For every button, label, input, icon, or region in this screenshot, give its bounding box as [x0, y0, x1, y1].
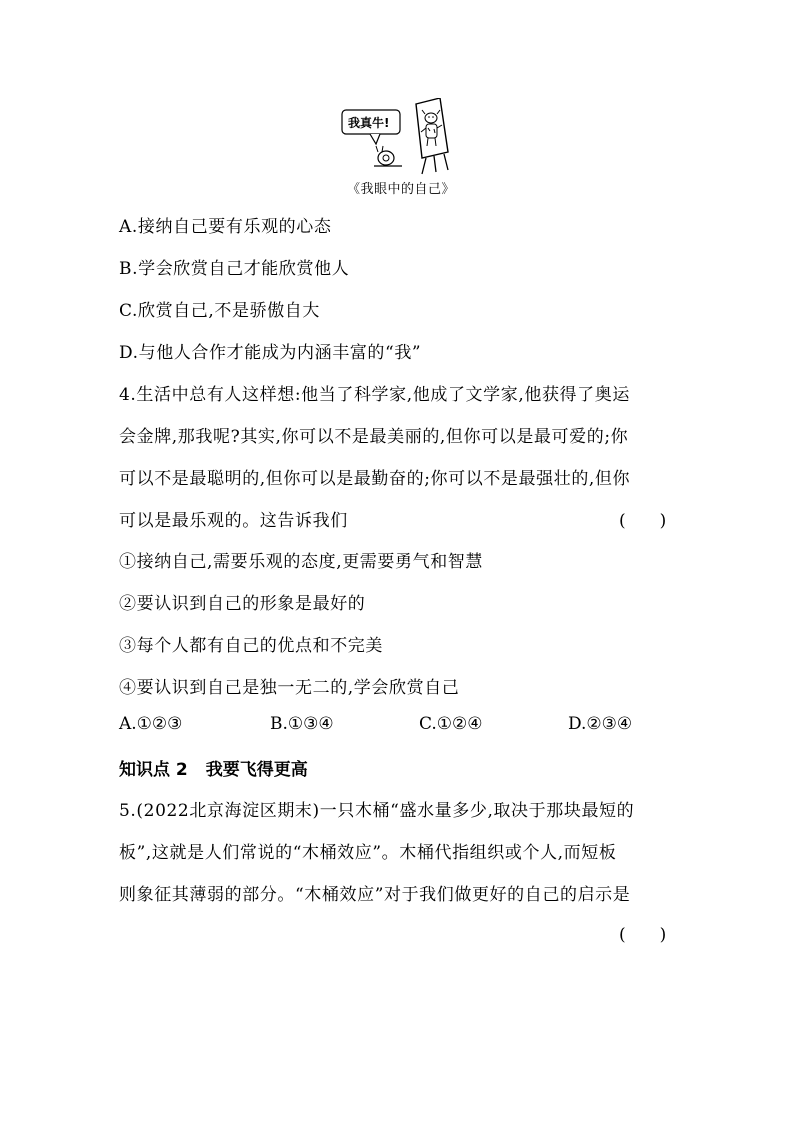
- q4-option-d: D.②③④: [568, 714, 633, 734]
- q4-answer-blank: ( ): [619, 511, 667, 531]
- q3-option-b: B.学会欣赏自己才能欣赏他人: [119, 259, 350, 279]
- q4-option-b: B.①③④: [270, 714, 334, 734]
- q3-option-c: C.欣赏自己,不是骄傲自大: [119, 301, 321, 321]
- q4-option-c: C.①②④: [419, 714, 483, 734]
- q4-text-line-1: 4.生活中总有人这样想:他当了科学家,他成了文学家,他获得了奥运: [119, 385, 630, 405]
- figure-caption: 《我眼中的自己》: [346, 182, 455, 197]
- q5-text-line-3: 则象征其薄弱的部分。“木桶效应”对于我们做更好的自己的启示是: [119, 885, 631, 905]
- q4-statement-1: ①接纳自己,需要乐观的态度,更需要勇气和智慧: [119, 552, 484, 572]
- section-number: 知识点 2: [119, 760, 188, 780]
- q4-text-line-3: 可以不是最聪明的,但你可以是最勤奋的;你可以不是最强壮的,但你: [119, 469, 631, 489]
- q5-text-line-2: 板”,这就是人们常说的“木桶效应”。木桶代指组织或个人,而短板: [119, 843, 617, 863]
- speech-bubble-text: 我真牛!: [348, 116, 390, 130]
- q3-option-a: A.接纳自己要有乐观的心态: [119, 217, 332, 237]
- q4-text-line-2: 会金牌,那我呢?其实,你可以不是最美丽的,但你可以是最可爱的;你: [119, 427, 629, 447]
- q4-text-line-4: 可以是最乐观的。这告诉我们: [119, 511, 348, 531]
- q4-option-a: A.①②③: [119, 714, 183, 734]
- q4-statement-4: ④要认识到自己是独一无二的,学会欣赏自己: [119, 678, 460, 698]
- q5-answer-blank: ( ): [619, 925, 667, 945]
- q4-statement-2: ②要认识到自己的形象是最好的: [119, 594, 366, 614]
- illustration-drawing: [330, 98, 470, 178]
- q3-option-d: D.与他人合作才能成为内涵丰富的“我”: [119, 343, 422, 363]
- q4-statement-3: ③每个人都有自己的优点和不完美: [119, 636, 383, 656]
- section-title: 我要飞得更高: [205, 760, 308, 780]
- section-heading: [119, 755, 308, 780]
- q5-text-line-1: 5.(2022北京海淀区期末)一只木桶“盛水量多少,取决于那块最短的: [119, 801, 635, 821]
